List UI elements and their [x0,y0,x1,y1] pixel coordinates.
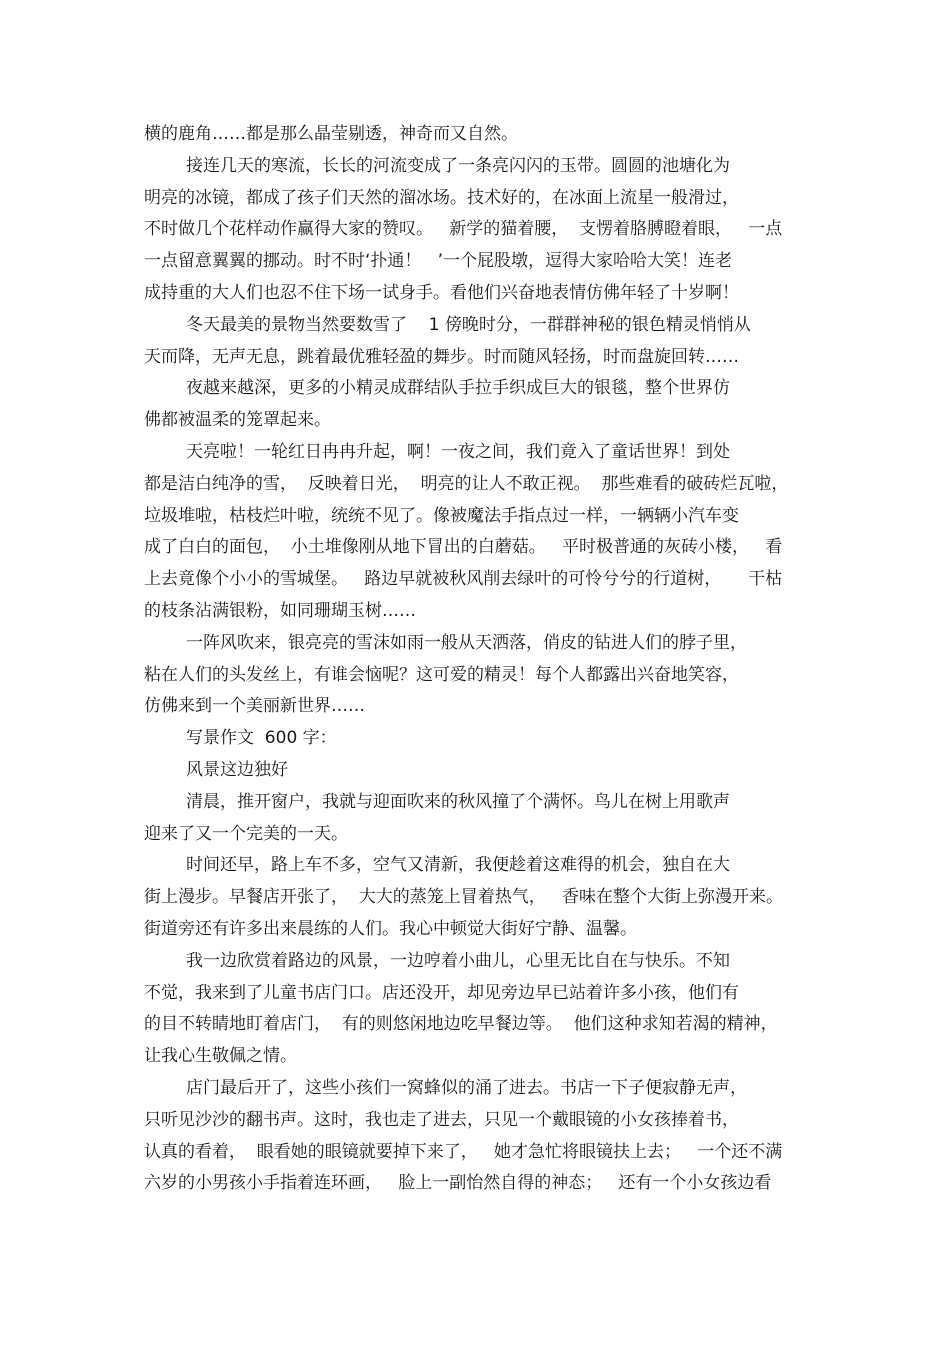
text-line: 只听见沙沙的翻书声。这时，我也走了进去，只见一个戴眼镜的小女孩捧着书， [144,1109,739,1130]
text-line: 我一边欣赏着路边的风景，一边哼着小曲儿，心里无比自在与快乐。不知 [186,950,730,971]
text-line: 清晨，推开窗户，我就与迎面吹来的秋风撞了个满怀。鸟儿在树上用歌声 [186,791,730,812]
text-line: 的目不转睛地盯着店门， 有的则悠闲地边吃早餐边等。 他们这种求知若渴的精神， [144,1014,778,1035]
text-line: 六岁的小男孩小手指着连环画， 脸上一副怡然自得的神态； 还有一个小女孩边看 [144,1173,772,1194]
text-line: 粘在人们的头发丝上，有谁会恼呢？这可爱的精灵！每个人都露出兴奋地笑容， [144,664,739,685]
text-line: 风景这边独好 [186,759,288,780]
text-line: 迎来了又一个完美的一天。 [144,823,348,844]
text-line: 仿佛来到一个美丽新世界…… [144,696,365,717]
text-line: 明亮的冰镜，都成了孩子们天然的溜冰场。技术好的，在冰面上流星一般滑过， [144,187,739,208]
text-line: 不觉，我来到了儿童书店门口。店还没开，却见旁边早已站着许多小孩，他们有 [144,982,739,1003]
text-line: 一点留意翼翼的挪动。时不时‘扑通！ ’一个屁股墩，逗得大家哈哈大笑！连老 [144,251,733,272]
text-line: 成持重的大人们也忍不住下场一试身手。看他们兴奋地表情仿佛年轻了十岁啊！ [144,282,739,303]
text-line: 不时做几个花样动作赢得大家的赞叹。 新学的猫着腰， 支愣着胳膊瞪着眼， 一点 [144,219,783,240]
text-line: 让我心生敬佩之情。 [144,1046,297,1067]
text-line: 冬天最美的景物当然要数雪了 1 傍晚时分，一群群神秘的银色精灵悄悄从 [186,314,751,335]
text-line: 认真的看着， 眼看她的眼镜就要掉下来了， 她才急忙将眼镜扶上去； 一个还不满 [144,1141,783,1162]
text-line: 写景作文 600 字： [186,728,337,749]
text-line: 佛都被温柔的笼罩起来。 [144,410,331,431]
text-line: 上去竟像个小小的雪城堡。 路边早就被秋风削去绿叶的可怜兮兮的行道树， 干枯 [144,569,783,590]
text-line: 一阵风吹来，银亮亮的雪沫如雨一般从天洒落，俏皮的钻进人们的脖子里， [186,632,747,653]
text-line: 垃圾堆啦，枯枝烂叶啦，统统不见了。像被魔法手指点过一样，一辆辆小汽车变 [144,505,739,526]
text-line: 天亮啦！一轮红日冉冉升起，啊！一夜之间，我们竟入了童话世界！到处 [186,441,730,462]
text-line: 夜越来越深，更多的小精灵成群结队手拉手织成巨大的银毯，整个世界仿 [186,378,730,399]
text-line: 的枝条沾满银粉，如同珊瑚玉树…… [144,600,416,621]
text-line: 成了白白的面包， 小土堆像刚从地下冒出的白蘑菇。 平时极普通的灰砖小楼， 看 [144,537,783,558]
text-line: 街道旁还有许多出来晨练的人们。我心中顿觉大街好宁静、温馨。 [144,918,637,939]
text-line: 都是洁白纯净的雪， 反映着日光， 明亮的让人不敢正视。 那些难看的破砖烂瓦啦， [144,473,789,494]
text-line: 接连几天的寒流，长长的河流变成了一条亮闪闪的玉带。圆圆的池塘化为 [186,155,730,176]
text-line: 街上漫步。早餐店开张了， 大大的蒸笼上冒着热气， 香味在整个大街上弥漫开来。 [144,887,784,908]
text-line: 店门最后开了，这些小孩们一窝蜂似的涌了进去。书店一下子便寂静无声， [186,1077,747,1098]
text-line: 横的鹿角……都是那么晶莹剔透，神奇而又自然。 [144,124,518,144]
text-line: 时间还早，路上车不多，空气又清新，我便趁着这难得的机会，独自在大 [186,855,730,876]
text-line: 天而降，无声无息，跳着最优雅轻盈的舞步。时而随风轻扬，时而盘旋回转…… [144,346,739,367]
document-body [144,119,814,1200]
